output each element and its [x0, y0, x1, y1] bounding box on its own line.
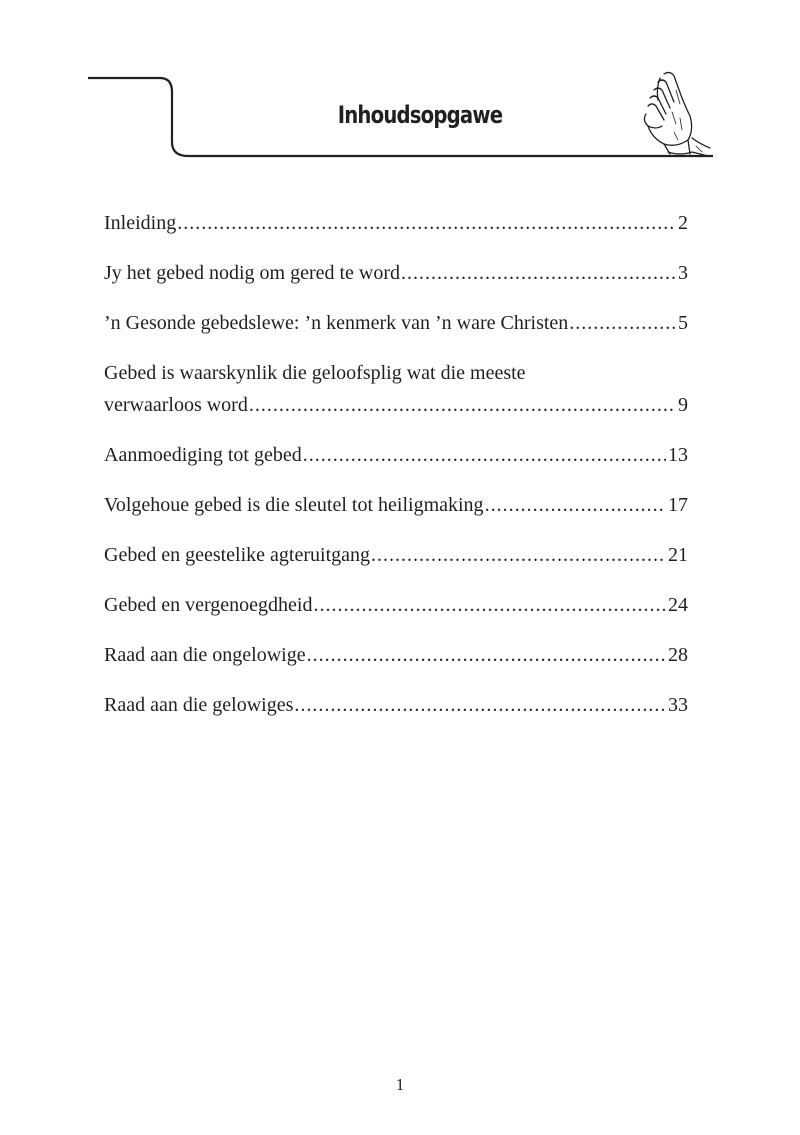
toc-entry-page: 33	[668, 694, 688, 716]
toc-entry-title: Raad aan die ongelowige	[104, 644, 306, 666]
toc-entry-page: 9	[678, 394, 688, 416]
dot-leader	[485, 489, 666, 521]
dot-leader	[303, 439, 666, 471]
toc-entry-title: Aanmoediging tot gebed	[104, 444, 302, 466]
toc-entry-title: Jy het gebed nodig om gered te word	[104, 262, 401, 284]
table-of-contents	[104, 207, 688, 739]
toc-entry[interactable]	[104, 439, 688, 471]
toc-entry[interactable]	[104, 257, 688, 289]
page-title: Inhoudsopgawe	[337, 101, 503, 129]
toc-entry-title-line1: Gebed is waarskynlik die geloofsplig wat die meeste	[104, 362, 526, 384]
toc-entry-title: Raad aan die gelowiges	[104, 694, 294, 716]
toc-entry-title: ’n Gesonde gebedslewe: ’n kenmerk van ’n ware Christen	[104, 312, 569, 334]
dot-leader	[313, 589, 666, 621]
dot-leader	[569, 307, 676, 339]
toc-entry-page: 21	[668, 544, 688, 566]
toc-entry-page: 5	[678, 312, 688, 334]
toc-entry[interactable]	[104, 489, 688, 521]
toc-entry-page: 28	[668, 644, 688, 666]
toc-entry[interactable]	[104, 589, 688, 621]
toc-entry-title: Inleiding	[104, 212, 177, 234]
dot-leader	[249, 389, 676, 421]
toc-entry-title: Gebed en geestelike agteruitgang	[104, 544, 370, 566]
toc-entry[interactable]	[104, 357, 688, 421]
toc-entry-title-line2: verwaarloos word	[104, 394, 248, 416]
toc-entry[interactable]	[104, 307, 688, 339]
toc-entry-page: 13	[668, 444, 688, 466]
toc-entry-page: 3	[678, 262, 688, 284]
toc-entry-page: 17	[668, 494, 688, 516]
toc-entry-title: Volgehoue gebed is die sleutel tot heiligmaking	[104, 494, 484, 516]
toc-entry-title: Gebed en vergenoegdheid	[104, 594, 313, 616]
toc-entry[interactable]	[104, 539, 688, 571]
praying-hands-icon	[630, 68, 716, 160]
toc-entry[interactable]	[104, 639, 688, 671]
page-number: 1	[395, 1075, 405, 1094]
toc-entry[interactable]	[104, 207, 688, 239]
dot-leader	[177, 207, 676, 239]
dot-leader	[307, 639, 666, 671]
toc-entry-page: 2	[678, 212, 688, 234]
dot-leader	[401, 257, 676, 289]
toc-entry[interactable]	[104, 689, 688, 721]
dot-leader	[371, 539, 666, 571]
toc-entry-page: 24	[668, 594, 688, 616]
dot-leader	[294, 689, 666, 721]
